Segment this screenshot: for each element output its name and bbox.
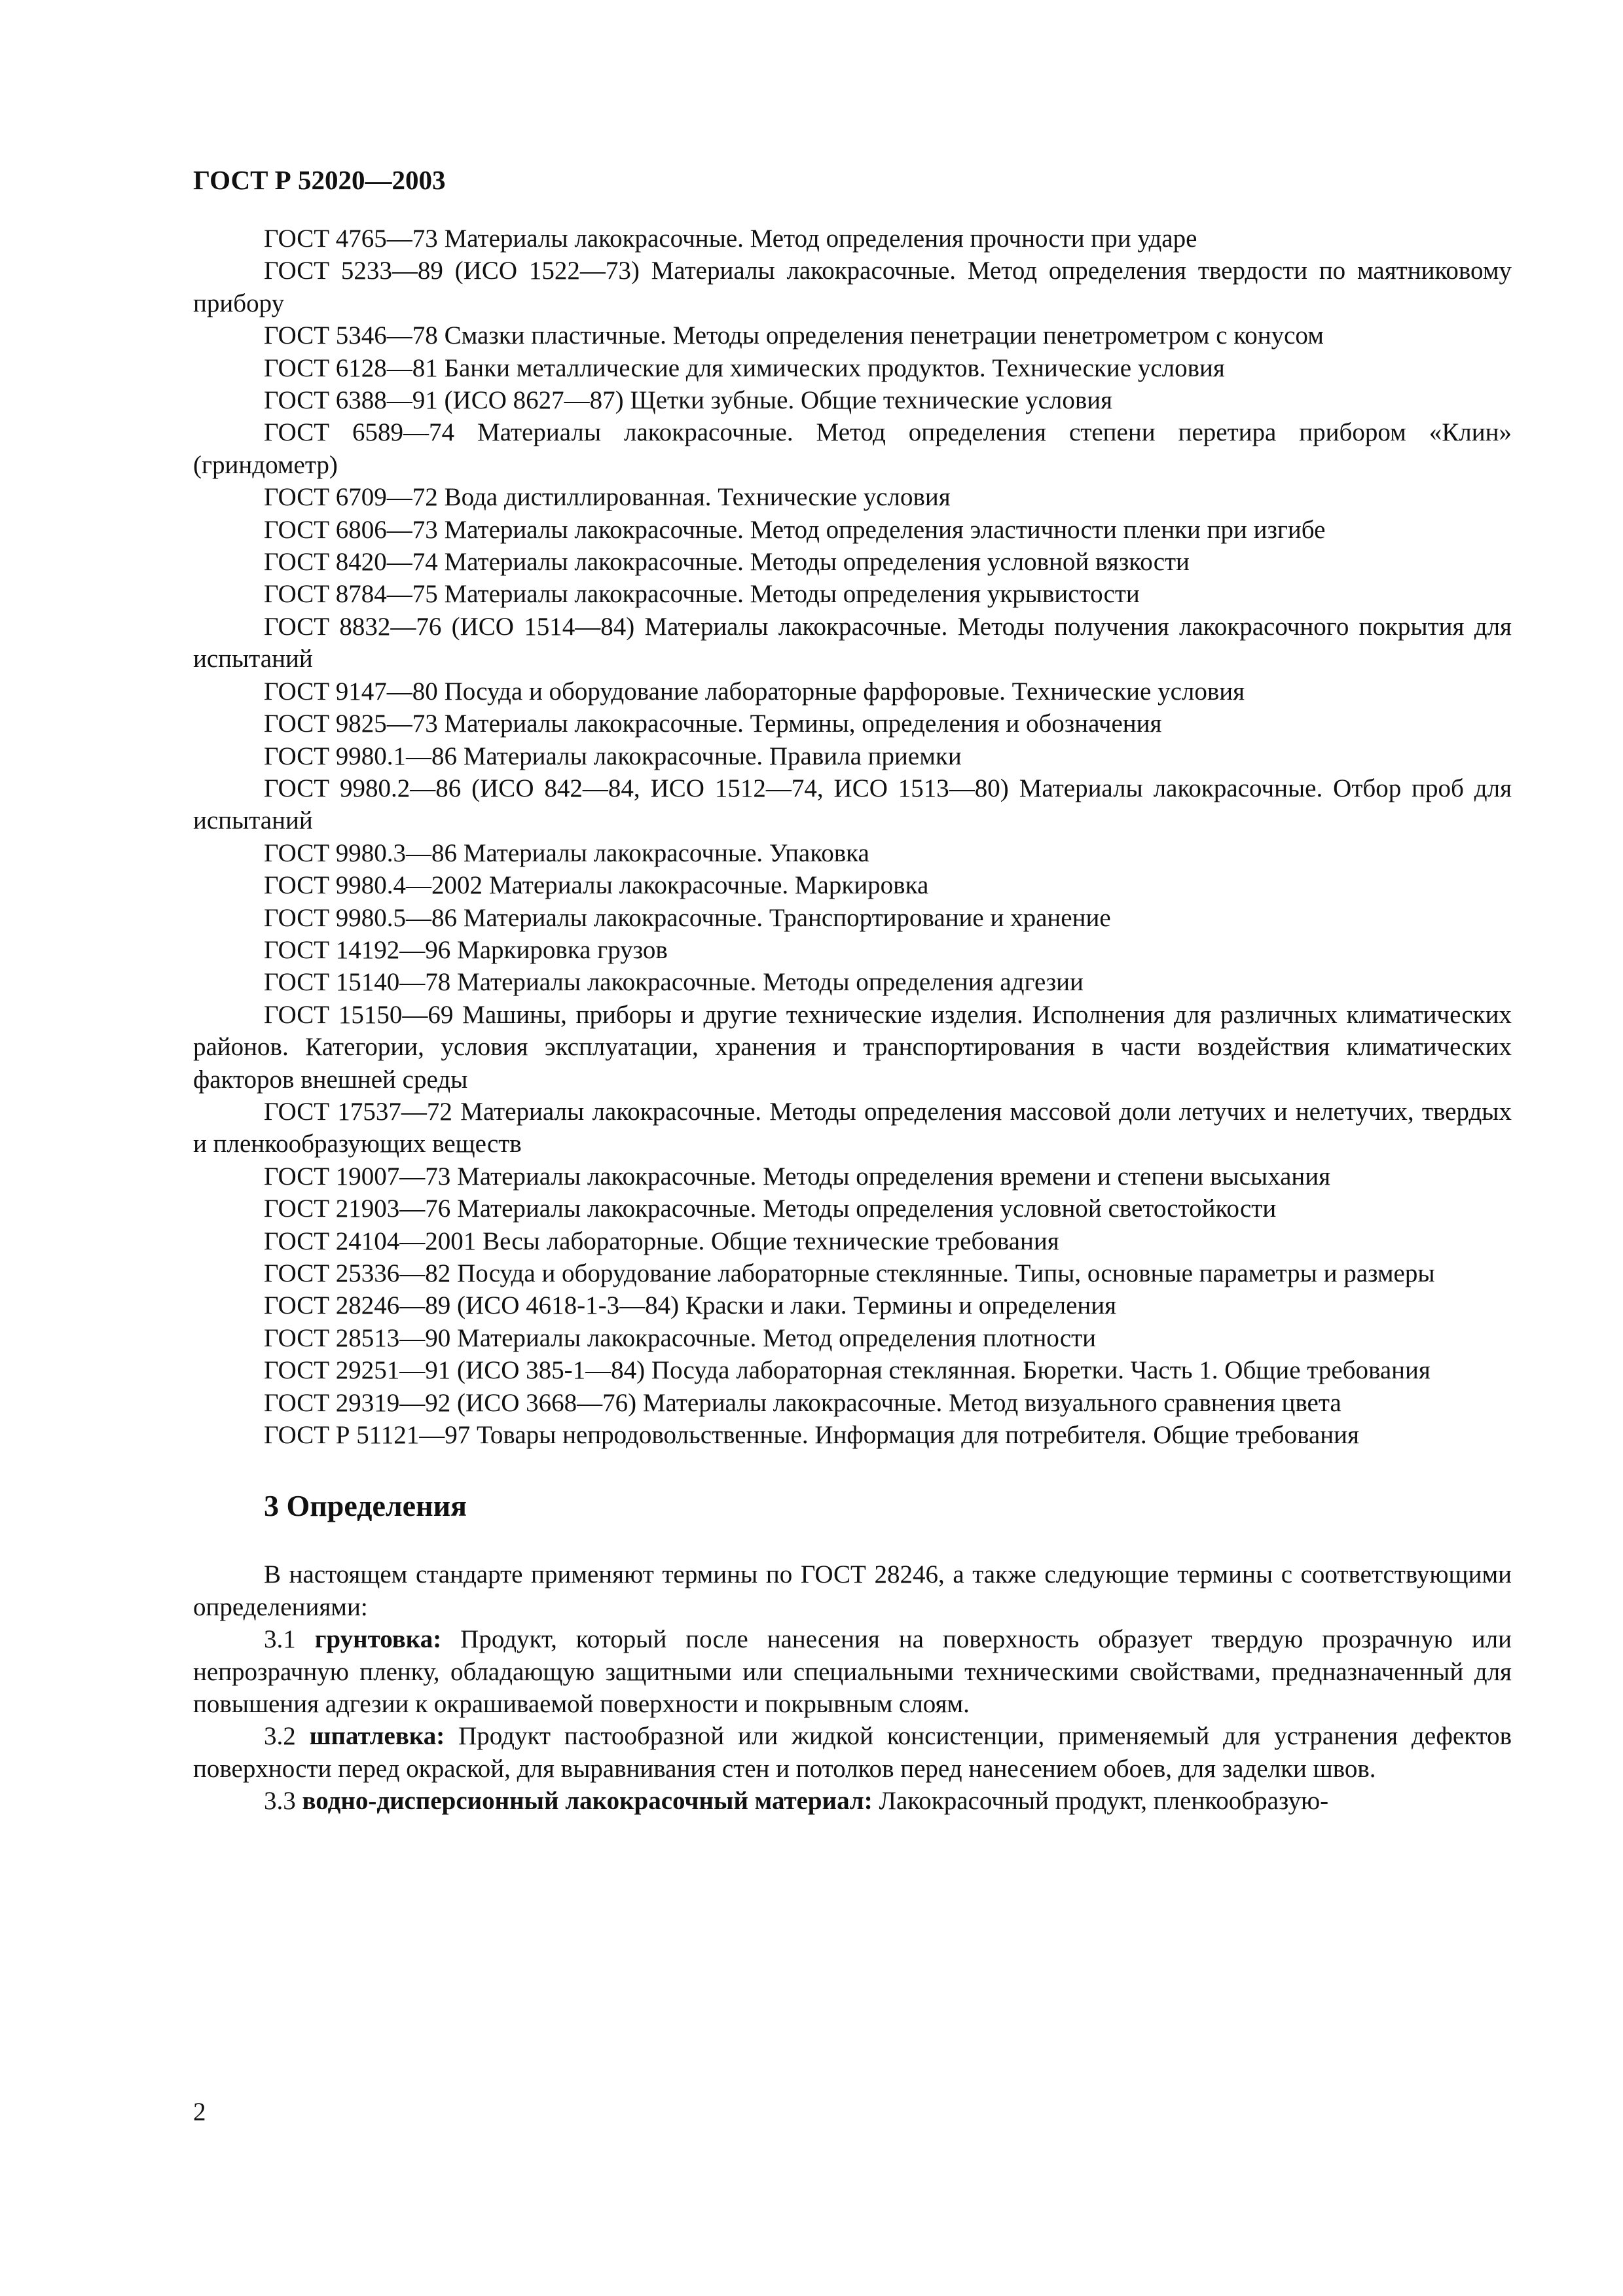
- reference-entry: [193, 255, 1512, 319]
- reference-title: Материалы лакокрасочные. Метод определения эластичности пленки при изгибе: [444, 515, 1326, 544]
- reference-code: ГОСТ 6589—74: [264, 418, 455, 447]
- reference-code: ГОСТ 6806—73: [264, 515, 438, 544]
- reference-title: Маркировка грузов: [457, 935, 668, 964]
- reference-title: Щетки зубные. Общие технические условия: [630, 386, 1113, 415]
- reference-title: Материалы лакокрасочные. Методы определения времени и степени высыхания: [457, 1162, 1331, 1191]
- reference-entry: [193, 223, 1512, 255]
- reference-code: ГОСТ 8784—75: [264, 580, 438, 609]
- definitions-list: [193, 1623, 1512, 1817]
- reference-entry: [193, 999, 1512, 1096]
- reference-code: ГОСТ 9980.2—86 (ИСО 842—84, ИСО 1512—74, ИСО 1513—80): [264, 774, 1009, 802]
- definition-term: грунтовка:: [314, 1625, 442, 1654]
- reference-code: ГОСТ 29251—91 (ИСО 385-1—84): [264, 1356, 646, 1385]
- reference-title: Материалы лакокрасочные. Термины, определения и обозначения: [444, 709, 1162, 738]
- definition-number: 3.3: [264, 1787, 296, 1816]
- reference-title: Материалы лакокрасочные. Маркировка: [488, 871, 929, 900]
- reference-code: ГОСТ 17537—72: [264, 1097, 452, 1126]
- reference-code: ГОСТ 6709—72: [264, 483, 438, 512]
- reference-title: Материалы лакокрасочные. Отбор проб для испытаний: [193, 774, 1512, 835]
- reference-code: ГОСТ 9980.1—86: [264, 742, 458, 770]
- definition-text: Продукт пастообразной или жидкой консистенции, применяемый для устранения дефектов поверхности перед окраской, для выравнивания стен и потолков перед нанесением обоев, для заделки швов.: [193, 1722, 1512, 1783]
- reference-entry: [193, 1160, 1512, 1193]
- section-intro: В настоящем стандарте применяют термины по ГОСТ 28246, а также следующие термины с соответствующими определениями:: [193, 1560, 1512, 1621]
- reference-title: Материалы лакокрасочные. Правила приемки: [463, 742, 962, 770]
- definition-term: шпатлевка:: [309, 1722, 445, 1751]
- reference-entry: [193, 481, 1512, 513]
- reference-title: Посуда и оборудование лабораторные фарфоровые. Технические условия: [444, 677, 1245, 706]
- reference-title: Материалы лакокрасочные. Методы определения условной светостойкости: [457, 1194, 1277, 1223]
- reference-entry: [193, 611, 1512, 675]
- reference-code: ГОСТ 24104—2001: [264, 1227, 477, 1255]
- reference-entry: [193, 740, 1512, 772]
- document-page: [193, 164, 1512, 1818]
- reference-entry: [193, 514, 1512, 546]
- reference-entry: [193, 837, 1512, 869]
- reference-entry: [193, 934, 1512, 966]
- reference-title: Материалы лакокрасочные. Транспортирование и хранение: [463, 903, 1111, 932]
- reference-title: Весы лабораторные. Общие технические требования: [483, 1227, 1059, 1255]
- reference-entry: [193, 1322, 1512, 1354]
- document-header: ГОСТ Р 52020—2003: [193, 165, 446, 195]
- reference-code: ГОСТ 28246—89 (ИСО 4618-1-3—84): [264, 1291, 680, 1320]
- definition-text: Лакокрасочный продукт, пленкообразую-: [879, 1787, 1329, 1816]
- reference-code: ГОСТ 19007—73: [264, 1162, 451, 1191]
- reference-entry: [193, 1419, 1512, 1451]
- reference-title: Материалы лакокрасочные. Метод определения плотности: [457, 1323, 1097, 1352]
- reference-entry: [193, 1096, 1512, 1160]
- reference-entry: [193, 869, 1512, 901]
- reference-code: ГОСТ 15150—69: [264, 1000, 454, 1029]
- reference-title: Посуда и оборудование лабораторные стеклянные. Типы, основные параметры и размеры: [457, 1259, 1435, 1287]
- reference-entry: [193, 772, 1512, 837]
- reference-title: Смазки пластичные. Методы определения пенетрации пенетрометром с конусом: [444, 321, 1324, 350]
- reference-entry: [193, 1225, 1512, 1257]
- reference-title: Вода дистиллированная. Технические условия: [444, 483, 951, 512]
- reference-code: ГОСТ 6128—81: [264, 353, 438, 382]
- reference-title: Материалы лакокрасочные. Методы определения адгезии: [457, 968, 1084, 997]
- reference-entry: [193, 1193, 1512, 1225]
- reference-code: ГОСТ 25336—82: [264, 1259, 451, 1287]
- reference-title: Товары непродовольственные. Информация для потребителя. Общие требования: [477, 1421, 1359, 1450]
- reference-code: ГОСТ 9825—73: [264, 709, 438, 738]
- reference-code: ГОСТ 8420—74: [264, 548, 438, 577]
- reference-title: Материалы лакокрасочные. Методы получения лакокрасочного покрытия для испытаний: [193, 612, 1512, 673]
- reference-entry: [193, 578, 1512, 610]
- section-title: 3 Определения: [264, 1489, 467, 1523]
- reference-entry: [193, 902, 1512, 934]
- reference-entry: [193, 1257, 1512, 1289]
- reference-title: Материалы лакокрасочные. Методы определения массовой доли летучих и нелетучих, твердых и пленкообразующих веществ: [193, 1097, 1512, 1158]
- reference-entry: [193, 352, 1512, 384]
- reference-code: ГОСТ 9980.4—2002: [264, 871, 483, 900]
- reference-code: ГОСТ 4765—73: [264, 224, 438, 253]
- reference-entry: [193, 1387, 1512, 1419]
- reference-code: ГОСТ 14192—96: [264, 935, 451, 964]
- reference-entry: [193, 416, 1512, 481]
- reference-code: ГОСТ 5233—89 (ИСО 1522—73): [264, 257, 640, 285]
- reference-code: ГОСТ 6388—91 (ИСО 8627—87): [264, 386, 624, 415]
- page-number: 2: [193, 2098, 206, 2126]
- reference-title: Машины, приборы и другие технические изделия. Исполнения для различных климатических районов. Категории, условия эксплуатации, хранения и транспортирования в части воздействия климатических факторов внешней среды: [193, 1000, 1512, 1094]
- definition-item: [193, 1720, 1512, 1785]
- reference-title: Материалы лакокрасочные. Метод визуального сравнения цвета: [642, 1388, 1341, 1417]
- reference-entry: [193, 1354, 1512, 1386]
- reference-title: Материалы лакокрасочные. Метод определения прочности при ударе: [444, 224, 1197, 253]
- reference-code: ГОСТ 8832—76 (ИСО 1514—84): [264, 612, 635, 641]
- reference-code: ГОСТ 29319—92 (ИСО 3668—76): [264, 1388, 637, 1417]
- reference-title: Краски и лаки. Термины и определения: [685, 1291, 1117, 1320]
- definition-item: [193, 1623, 1512, 1720]
- definition-text: Продукт, который после нанесения на поверхность образует твердую прозрачную или непрозрачную пленку, обладающую защитными или специальными техническими свойствами, предназначенный для повышения адгезии к окрашиваемой поверхности и покрывным слоям.: [193, 1625, 1512, 1719]
- reference-title: Материалы лакокрасочные. Методы определения условной вязкости: [444, 548, 1190, 577]
- normative-references-list: [193, 223, 1512, 1451]
- reference-entry: [193, 546, 1512, 578]
- reference-code: ГОСТ 15140—78: [264, 968, 451, 997]
- reference-title: Материалы лакокрасочные. Метод определения твердости по маятниковому прибору: [193, 257, 1512, 317]
- reference-code: ГОСТ 5346—78: [264, 321, 438, 350]
- definition-number: 3.1: [264, 1625, 296, 1654]
- reference-entry: [193, 1289, 1512, 1321]
- reference-code: ГОСТ 9147—80: [264, 677, 438, 706]
- reference-title: Материалы лакокрасочные. Метод определения степени перетира прибором «Клин» (гриндометр): [193, 418, 1512, 479]
- reference-title: Банки металлические для химических продуктов. Технические условия: [444, 353, 1225, 382]
- reference-code: ГОСТ 9980.3—86: [264, 838, 458, 867]
- definition-item: [193, 1785, 1512, 1817]
- reference-entry: [193, 708, 1512, 740]
- reference-title: Материалы лакокрасочные. Методы определения укрывистости: [444, 580, 1140, 609]
- reference-entry: [193, 319, 1512, 351]
- reference-code: ГОСТ 28513—90: [264, 1323, 451, 1352]
- reference-code: ГОСТ Р 51121—97: [264, 1421, 471, 1450]
- reference-entry: [193, 966, 1512, 998]
- reference-entry: [193, 384, 1512, 416]
- reference-title: Материалы лакокрасочные. Упаковка: [463, 838, 869, 867]
- reference-code: ГОСТ 9980.5—86: [264, 903, 458, 932]
- definition-term: водно-дисперсионный лакокрасочный материал:: [302, 1787, 873, 1816]
- reference-entry: [193, 675, 1512, 708]
- reference-title: Посуда лабораторная стеклянная. Бюретки. Часть 1. Общие требования: [651, 1356, 1431, 1385]
- definition-number: 3.2: [264, 1722, 296, 1751]
- reference-code: ГОСТ 21903—76: [264, 1194, 451, 1223]
